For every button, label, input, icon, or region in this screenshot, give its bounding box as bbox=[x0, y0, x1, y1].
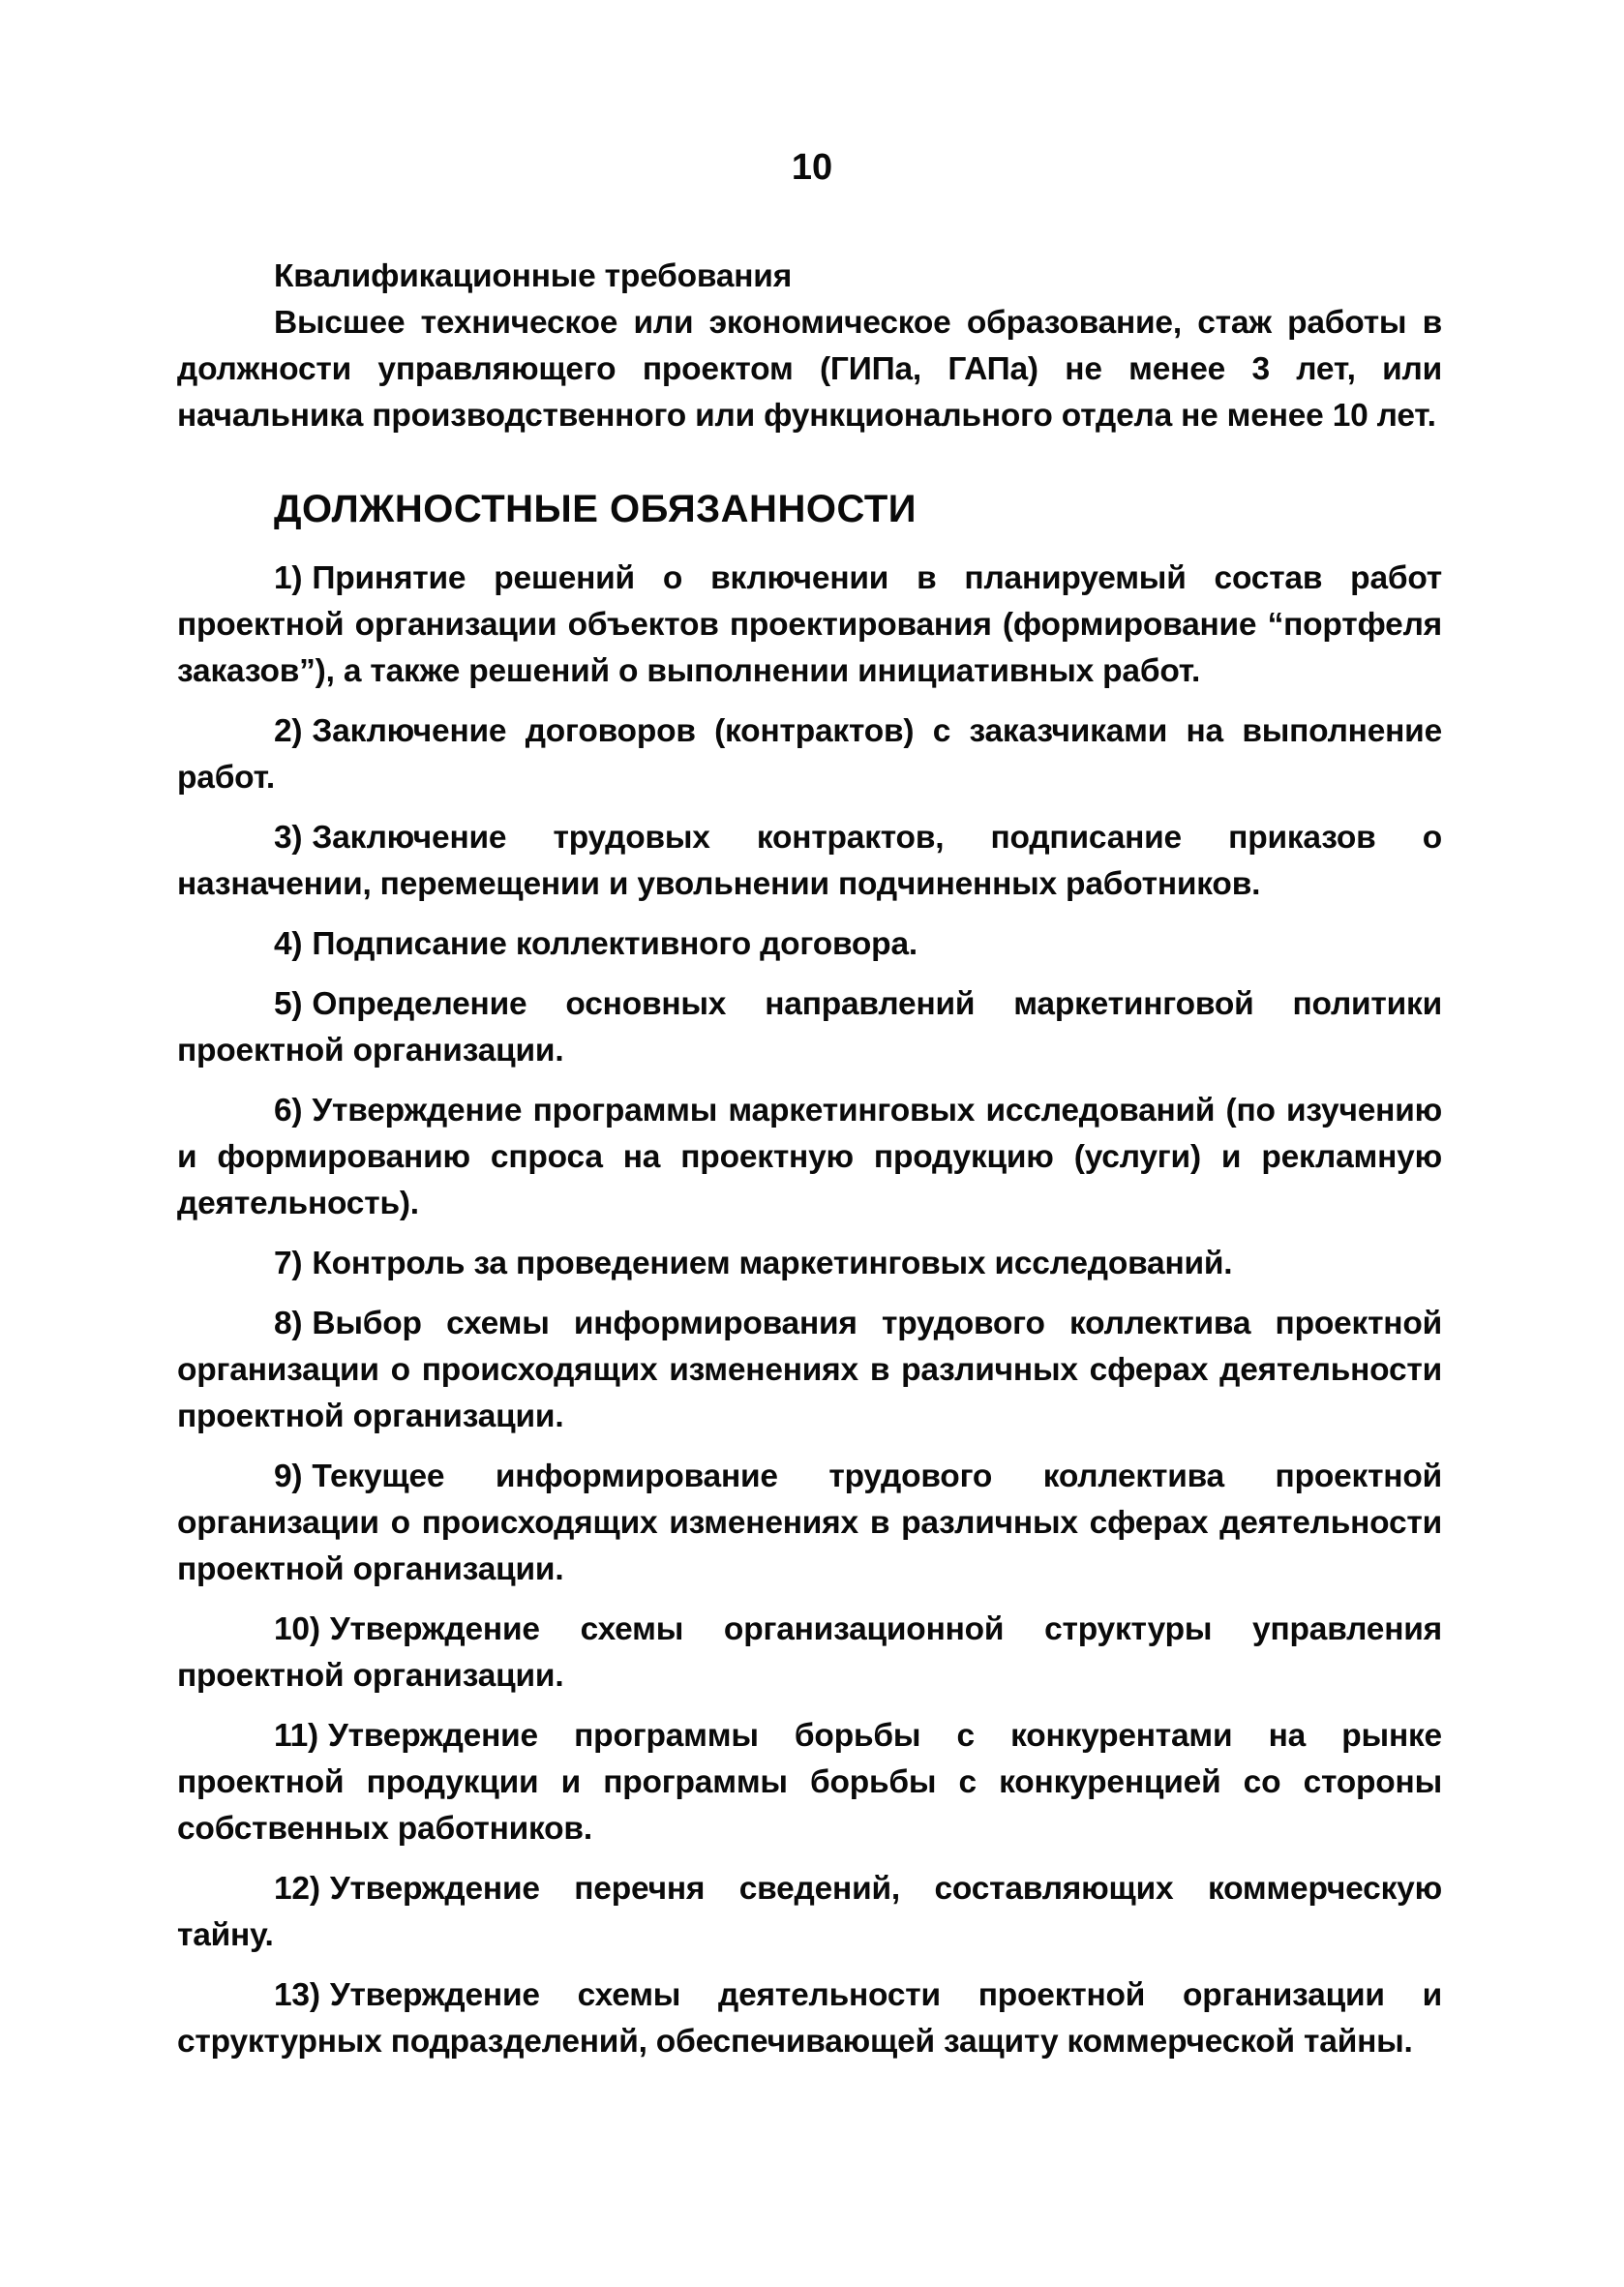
duty-item bbox=[177, 1088, 1442, 1227]
duty-text: Текущее информирование трудового коллектива проектной организации о происходящих изменениях в различных сферах деятельности проектной организации. bbox=[177, 1459, 1442, 1587]
qualification-text: Высшее техническое или экономическое образование, стаж работы в должности управляющего проектом (ГИПа, ГАПа) не менее 3 лет, или начальника производственного или функционального отдела не менее 10 лет. bbox=[177, 305, 1442, 434]
duty-item bbox=[177, 1241, 1442, 1287]
duty-text: Утверждение схемы деятельности проектной организации и структурных подразделений, обеспечивающей защиту коммерческой тайны. bbox=[177, 1977, 1442, 2060]
duty-number: 2) bbox=[274, 713, 303, 749]
page-number: 10 bbox=[791, 147, 833, 188]
duty-item bbox=[177, 921, 1442, 968]
duty-number: 3) bbox=[274, 820, 303, 856]
duties-list bbox=[177, 556, 1442, 2065]
duty-text: Утверждение перечня сведений, составляющих коммерческую тайну. bbox=[177, 1871, 1442, 1953]
page-content bbox=[177, 254, 1442, 2079]
duties-heading: ДОЛЖНОСТНЫЕ ОБЯЗАННОСТИ bbox=[274, 488, 917, 530]
duty-item bbox=[177, 708, 1442, 801]
duty-number: 10) bbox=[274, 1611, 320, 1647]
duty-number: 9) bbox=[274, 1459, 303, 1494]
duty-item bbox=[177, 1607, 1442, 1700]
duty-text: Утверждение программы борьбы с конкурентами на рынке проектной продукции и программы борьбы с конкуренцией со стороны собственных работников. bbox=[177, 1718, 1442, 1847]
qualification-heading: Квалификационные требования bbox=[274, 258, 793, 294]
duty-item bbox=[177, 1301, 1442, 1440]
duty-text: Утверждение схемы организационной структуры управления проектной организации. bbox=[177, 1611, 1442, 1694]
duty-number: 11) bbox=[274, 1718, 318, 1754]
duty-number: 4) bbox=[274, 926, 303, 962]
duty-item bbox=[177, 1454, 1442, 1593]
duty-text: Принятие решений о включении в планируемый состав работ проектной организации объектов проектирования (формирование “портфеля заказов”), а также решений о выполнении инициативных работ. bbox=[177, 560, 1442, 689]
duty-number: 7) bbox=[274, 1246, 303, 1281]
duty-number: 1) bbox=[274, 560, 303, 596]
duty-item bbox=[177, 1972, 1442, 2065]
duty-item bbox=[177, 1713, 1442, 1852]
duty-item bbox=[177, 556, 1442, 695]
duty-text: Утверждение программы маркетинговых исследований (по изучению и формированию спроса на проектную продукцию (услуги) и рекламную деятельность). bbox=[177, 1093, 1442, 1221]
duty-text: Заключение договоров (контрактов) с заказчиками на выполнение работ. bbox=[177, 713, 1442, 796]
duty-item bbox=[177, 815, 1442, 908]
duty-text: Заключение трудовых контрактов, подписание приказов о назначении, перемещении и увольнении подчиненных работников. bbox=[177, 820, 1442, 902]
duty-text: Контроль за проведением маркетинговых исследований. bbox=[312, 1246, 1233, 1281]
duty-text: Подписание коллективного договора. bbox=[312, 926, 917, 962]
duty-text: Выбор схемы информирования трудового коллектива проектной организации о происходящих изменениях в различных сферах деятельности проектной организации. bbox=[177, 1306, 1442, 1434]
duty-number: 13) bbox=[274, 1977, 320, 2013]
duty-number: 12) bbox=[274, 1871, 320, 1907]
duty-number: 5) bbox=[274, 986, 303, 1022]
duty-number: 6) bbox=[274, 1093, 303, 1128]
duty-item bbox=[177, 1866, 1442, 1959]
duty-item bbox=[177, 981, 1442, 1074]
duty-number: 8) bbox=[274, 1306, 303, 1341]
duty-text: Определение основных направлений маркетинговой политики проектной организации. bbox=[177, 986, 1442, 1068]
